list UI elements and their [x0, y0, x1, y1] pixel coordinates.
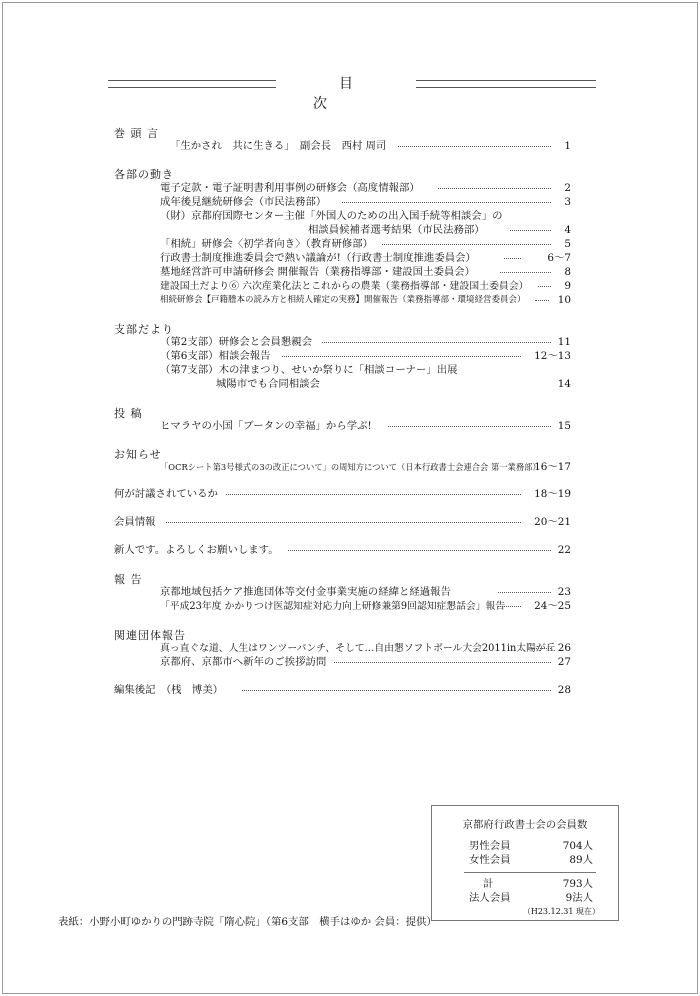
- toc-entry[interactable]: 「生かされ 共に生きる」 副会長 西村 周司 1: [170, 140, 571, 152]
- toc-entry[interactable]: 「OCRシート第3号様式の3の改正について」の周知方について（日本行政書士会連合会 第一業務部） 16〜17: [160, 461, 571, 473]
- toc-entry[interactable]: （財）京都府国際センター主催「外国人のための出入国手続等相談会」の: [160, 210, 503, 222]
- section-heading: 報 告: [114, 573, 143, 586]
- member-row-corp: 法人会員 9法人: [469, 892, 593, 904]
- toc-entry[interactable]: 成年後見継続研修会（市民法務部） 3: [160, 196, 571, 208]
- leader-dots: [504, 258, 521, 259]
- toc-entry[interactable]: 何が討議されているか 18〜19: [114, 488, 571, 500]
- member-count-box: [431, 805, 619, 921]
- toc-entry[interactable]: 会員情報 20〜21: [114, 516, 571, 528]
- toc-entry[interactable]: 京都地域包括ケア推進団体等交付金事業実施の経緯と経過報告 23: [160, 586, 571, 598]
- page-title: 目 次: [313, 76, 471, 112]
- cover-caption: 表紙：小野小町ゆかりの門跡寺院「隋心院」（第6支部 横手はゆか 会員：提供）: [58, 916, 437, 928]
- leader-dots: [532, 648, 551, 649]
- toc-entry[interactable]: 墓地経営許可申請研修会 開催報告（業務指導部・建設国土委員会） 8: [160, 266, 571, 278]
- leader-dots: [498, 592, 551, 593]
- section-heading: お知らせ: [114, 448, 162, 461]
- toc-header: [108, 76, 596, 112]
- toc-entry[interactable]: ヒマラヤの小国「ブータンの幸福」から学ぶ! 15: [160, 420, 571, 432]
- toc-entry[interactable]: 「相続」研修会〈初学者向き〉（教育研修部） 5: [160, 238, 571, 250]
- toc-entry-continuation[interactable]: 相談員候補者選考結果（市民法務部） 4: [308, 224, 571, 236]
- member-row-male: 男性会員 704人: [469, 840, 593, 852]
- leader-dots: [282, 356, 521, 357]
- section-heading: 各部の動き: [114, 168, 174, 181]
- toc-entry[interactable]: 真っ直ぐな道、人生はワンツーパンチ、そして…自由懇ソフトボール大会2011in太陽が丘 26: [160, 642, 571, 654]
- toc-entry[interactable]: 「平成23年度 かかりつけ医認知症対応力向上研修兼第9回認知症懇話会」報告 24〜25: [160, 600, 571, 612]
- leader-dots: [388, 426, 551, 427]
- leader-dots: [438, 188, 551, 189]
- header-rule-right: [416, 80, 596, 88]
- member-row-female: 女性会員 89人: [469, 854, 593, 866]
- leader-dots: [498, 606, 521, 607]
- member-row-total: 計 793人: [483, 878, 593, 890]
- toc-entry[interactable]: 京都府、京都市へ新年のご挨拶訪問 27: [160, 656, 571, 668]
- toc-entry[interactable]: 新人です。よろしくお願いします。 22: [114, 544, 571, 556]
- leader-dots: [288, 550, 551, 551]
- leader-dots: [382, 244, 551, 245]
- toc-entry-continuation[interactable]: 城陽市でも合同相談会 14: [216, 378, 571, 390]
- toc-entry[interactable]: （第7支部）木の津まつり、せいか祭りに「相談コーナー」出展: [160, 364, 458, 376]
- member-count-title: 京都府行政書士会の会員数: [462, 819, 588, 831]
- section-heading: 投 稿: [114, 407, 143, 420]
- divider: [464, 872, 596, 873]
- leader-dots: [334, 662, 551, 663]
- leader-dots: [226, 494, 521, 495]
- section-heading: 巻 頭 言: [114, 127, 159, 140]
- toc-entry[interactable]: 建設国土だより⑥ 六次産業化法とこれからの農業（業務指導部・建設国土委員会） 9: [160, 280, 571, 292]
- leader-dots: [538, 286, 551, 287]
- leader-dots: [510, 230, 551, 231]
- leader-dots: [398, 146, 551, 147]
- toc-entry[interactable]: 電子定款・電子証明書利用事例の研修会（高度情報部） 2: [160, 182, 571, 194]
- member-count-date: （H23.12.31 現在）: [522, 907, 600, 916]
- toc-entry[interactable]: （第6支部）相談会報告 12〜13: [160, 350, 571, 362]
- leader-dots: [166, 522, 521, 523]
- section-heading: 関連団体報告: [114, 629, 186, 642]
- toc-entry[interactable]: 編集後記 （桟 博美） 28: [114, 684, 571, 696]
- leader-dots: [342, 202, 551, 203]
- toc-entry[interactable]: （第2支部）研修会と会員懇親会 11: [160, 336, 571, 348]
- leader-dots: [500, 272, 551, 273]
- toc-entry[interactable]: 行政書士制度推進委員会で熱い議論が!（行政書士制度推進委員会） 6〜7: [160, 252, 571, 264]
- section-heading: 支部だより: [114, 323, 174, 336]
- leader-dots: [535, 300, 549, 301]
- toc-entry[interactable]: 相続研修会【戸籍謄本の読み方と相続人確定の実務】開催報告（業務指導部・環境経営委員会） 10: [160, 294, 571, 306]
- leader-dots: [242, 690, 551, 691]
- leader-dots: [322, 342, 551, 343]
- header-rule-left: [108, 80, 276, 88]
